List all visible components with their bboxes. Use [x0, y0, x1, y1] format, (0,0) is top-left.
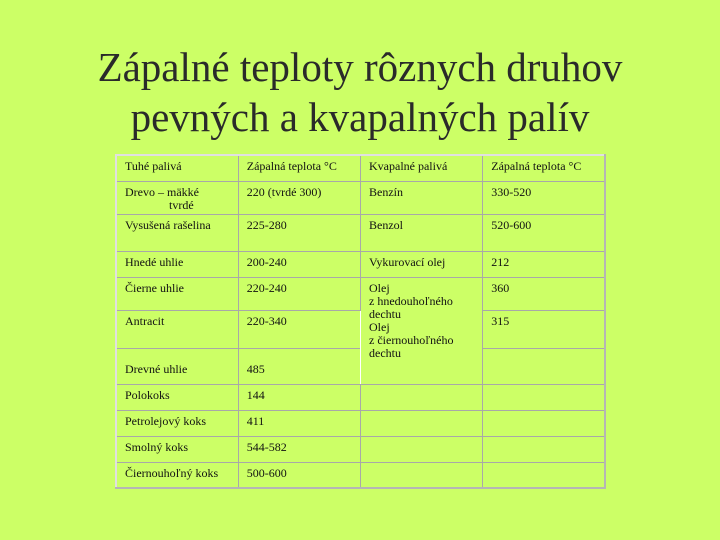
empty-cell: [483, 436, 605, 462]
liquid-fuel-temp: 330-520: [483, 181, 605, 214]
solid-fuel-name: Vysušená rašelina: [116, 214, 238, 251]
empty-cell: [483, 410, 605, 436]
header-liquid-fuels: Kvapalné palivá: [361, 155, 483, 181]
empty-cell: [483, 348, 605, 384]
empty-cell: [483, 462, 605, 488]
solid-fuel-name: Smolný koks: [116, 436, 238, 462]
header-liquid-temp: Zápalná teplota °C: [483, 155, 605, 181]
table-row: [116, 384, 605, 410]
solid-fuel-temp: 144: [238, 384, 360, 410]
solid-fuel-temp: 485: [238, 348, 360, 384]
solid-fuel-temp: 220 (tvrdé 300): [238, 181, 360, 214]
liquid-fuel-temp: 212: [483, 251, 605, 277]
table-header-row: [116, 155, 605, 181]
solid-fuel-name: Hnedé uhlie: [116, 251, 238, 277]
liquid-fuel-temp: 360: [483, 277, 605, 310]
empty-cell: [361, 384, 483, 410]
oils-text: Olej z hnedouhoľného dechtu Olej z čiernouhoľného dechtu: [369, 280, 454, 360]
empty-cell: [361, 462, 483, 488]
solid-fuel-name: Čiernouhoľný koks: [116, 462, 238, 488]
liquid-fuel-name: Benzol: [361, 214, 483, 251]
title-line-1: Zápalné teploty rôznych druhov: [97, 44, 623, 90]
table-row: [116, 462, 605, 488]
empty-cell: [483, 384, 605, 410]
table-row: [116, 410, 605, 436]
solid-fuel-temp: 544-582: [238, 436, 360, 462]
solid-fuel-temp: 220-240: [238, 277, 360, 310]
header-solid-temp: Zápalná teplota °C: [238, 155, 360, 181]
solid-fuel-name: Antracit: [116, 310, 238, 348]
solid-fuel-temp: 500-600: [238, 462, 360, 488]
ignition-temperature-table: [115, 154, 606, 489]
slide-title: [0, 42, 720, 142]
empty-cell: [361, 410, 483, 436]
liquid-fuel-name: Vykurovací olej: [361, 251, 483, 277]
table-row: [116, 181, 605, 214]
solid-fuel-temp: 225-280: [238, 214, 360, 251]
solid-fuel-temp: 411: [238, 410, 360, 436]
liquid-fuel-temp: 520-600: [483, 214, 605, 251]
table-row: [116, 277, 605, 310]
liquid-fuel-name: Benzín: [361, 181, 483, 214]
empty-cell: [361, 436, 483, 462]
solid-fuel-name: Čierne uhlie: [116, 277, 238, 310]
solid-fuel-temp: 200-240: [238, 251, 360, 277]
liquid-fuel-temp: 315: [483, 310, 605, 348]
solid-fuel-temp: 220-340: [238, 310, 360, 348]
solid-fuel-name: Polokoks: [116, 384, 238, 410]
table-row: [116, 214, 605, 251]
title-line-2: pevných a kvapalných palív: [130, 94, 590, 140]
liquid-fuel-oils: [361, 277, 483, 384]
solid-fuel-name: Petrolejový koks: [116, 410, 238, 436]
table-row: [116, 251, 605, 277]
solid-fuel-name: Drevné uhlie: [116, 348, 238, 384]
solid-fuel-name: Drevo – mäkké tvrdé: [116, 181, 238, 214]
header-solid-fuels: Tuhé palivá: [116, 155, 238, 181]
table-row: [116, 436, 605, 462]
